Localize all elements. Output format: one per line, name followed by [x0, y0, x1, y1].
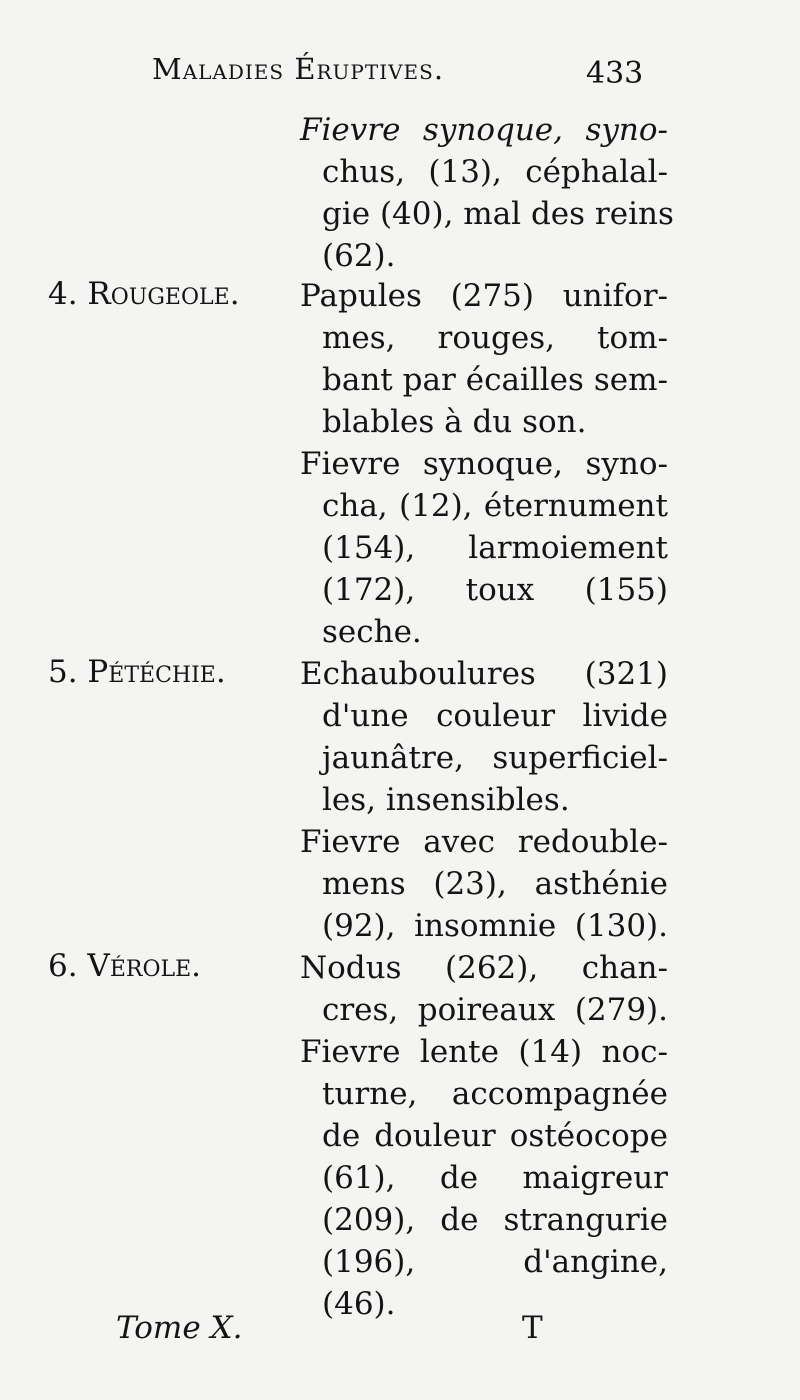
- text-line: Fievre synoque, syno-: [300, 112, 668, 148]
- text-line: chus, (13), céphalal-: [322, 154, 668, 190]
- page-number: 433: [586, 56, 644, 91]
- text-line: blables à du son.: [322, 404, 587, 440]
- text-line: (172), toux (155): [322, 572, 668, 608]
- text-line: Fievre avec redouble-: [300, 824, 668, 860]
- gathering-mark: T: [522, 1310, 543, 1346]
- text-line: Echauboulures (321): [300, 656, 668, 692]
- entry-heading: 5. Pétéchie.: [48, 654, 226, 690]
- text-line: (92), insomnie (130).: [322, 908, 668, 944]
- text-line: Fievre lente (14) noc-: [300, 1034, 668, 1070]
- text-line: (196), d'angine,: [322, 1244, 668, 1280]
- signature-text: Tome X.: [116, 1310, 243, 1346]
- text-line: les, insensibles.: [322, 782, 570, 818]
- text-line: Papules (275) unifor-: [300, 278, 668, 314]
- text-line: (62).: [322, 238, 396, 274]
- text-line: cha, (12), éternument: [322, 488, 668, 524]
- text-line: cres, poireaux (279).: [322, 992, 668, 1028]
- text-line: jaunâtre, superficiel-: [322, 740, 668, 776]
- entry-heading: 4. Rougeole.: [48, 276, 240, 312]
- text-line: (154), larmoiement: [322, 530, 668, 566]
- text-line: seche.: [322, 614, 422, 650]
- text-line: gie (40), mal des reins: [322, 196, 674, 232]
- text-line: turne, accompagnée: [322, 1076, 668, 1112]
- text-line: mes, rouges, tom-: [322, 320, 668, 356]
- text-line: bant par écailles sem-: [322, 362, 668, 398]
- entry-heading: 6. Vérole.: [48, 948, 202, 984]
- text-line: (46).: [322, 1286, 396, 1322]
- text-line: (61), de maigreur: [322, 1160, 668, 1196]
- text-line: mens (23), asthénie: [322, 866, 668, 902]
- text-line: de douleur ostéocope: [322, 1118, 668, 1154]
- text-line: Nodus (262), chan-: [300, 950, 668, 986]
- text-line: (209), de strangurie: [322, 1202, 668, 1238]
- running-title: Maladies Éruptives.: [152, 52, 445, 86]
- text-line: d'une couleur livide: [322, 698, 668, 734]
- text-line: Fievre synoque, syno-: [300, 446, 668, 482]
- page-header: [152, 52, 682, 102]
